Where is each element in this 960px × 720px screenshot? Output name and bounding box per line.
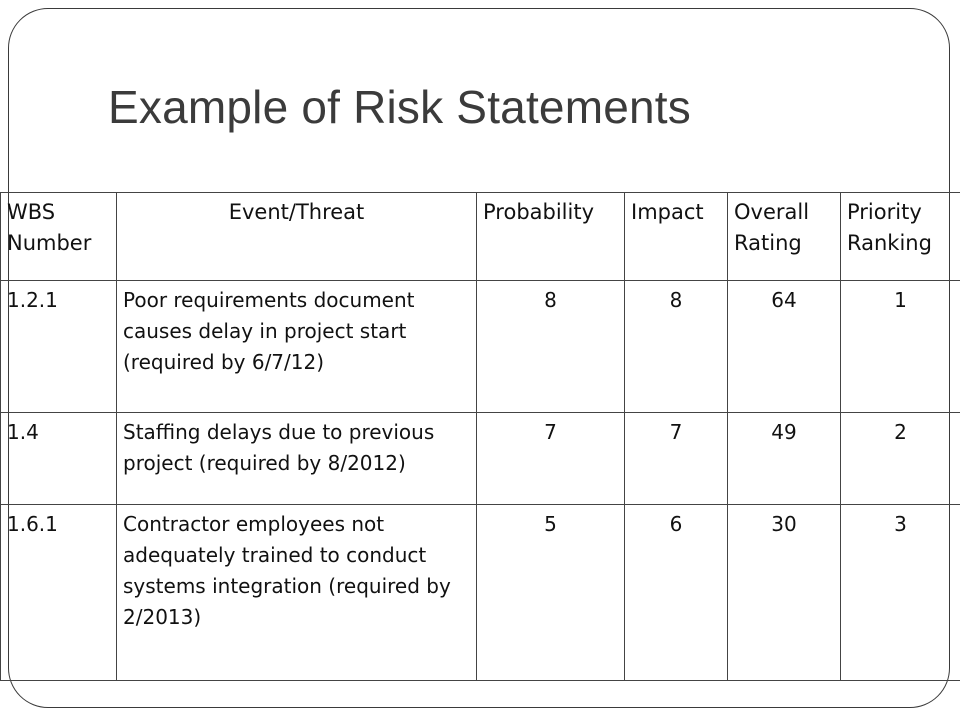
cell-impact: 6 — [625, 505, 728, 681]
cell-event: Staffing delays due to previous project (required by 8/2012) — [117, 413, 477, 505]
cell-probability: 5 — [477, 505, 625, 681]
cell-impact: 8 — [625, 281, 728, 413]
table-row — [1, 413, 960, 505]
header-impact: Impact — [625, 193, 728, 281]
cell-overall-rating: 30 — [728, 505, 841, 681]
cell-overall-rating: 49 — [728, 413, 841, 505]
header-priority-ranking: Priority Ranking — [841, 193, 960, 281]
cell-event: Poor requirements document causes delay in project start (required by 6/7/12) — [117, 281, 477, 413]
cell-priority-ranking: 2 — [841, 413, 960, 505]
cell-wbs: 1.4 — [1, 413, 117, 505]
header-overall-rating: Overall Rating — [728, 193, 841, 281]
table-header-row — [1, 193, 960, 281]
cell-overall-rating: 64 — [728, 281, 841, 413]
header-probability: Probability — [477, 193, 625, 281]
risk-table — [0, 192, 960, 681]
cell-wbs: 1.2.1 — [1, 281, 117, 413]
table-row — [1, 505, 960, 681]
cell-event: Contractor employees not adequately trained to conduct systems integration (required by 2/2013) — [117, 505, 477, 681]
table-row — [1, 281, 960, 413]
header-wbs-number: WBS Number — [1, 193, 117, 281]
cell-probability: 7 — [477, 413, 625, 505]
cell-probability: 8 — [477, 281, 625, 413]
cell-priority-ranking: 1 — [841, 281, 960, 413]
cell-wbs: 1.6.1 — [1, 505, 117, 681]
cell-priority-ranking: 3 — [841, 505, 960, 681]
cell-impact: 7 — [625, 413, 728, 505]
slide-title: Example of Risk Statements — [108, 81, 691, 133]
header-event-threat: Event/Threat — [117, 193, 477, 281]
